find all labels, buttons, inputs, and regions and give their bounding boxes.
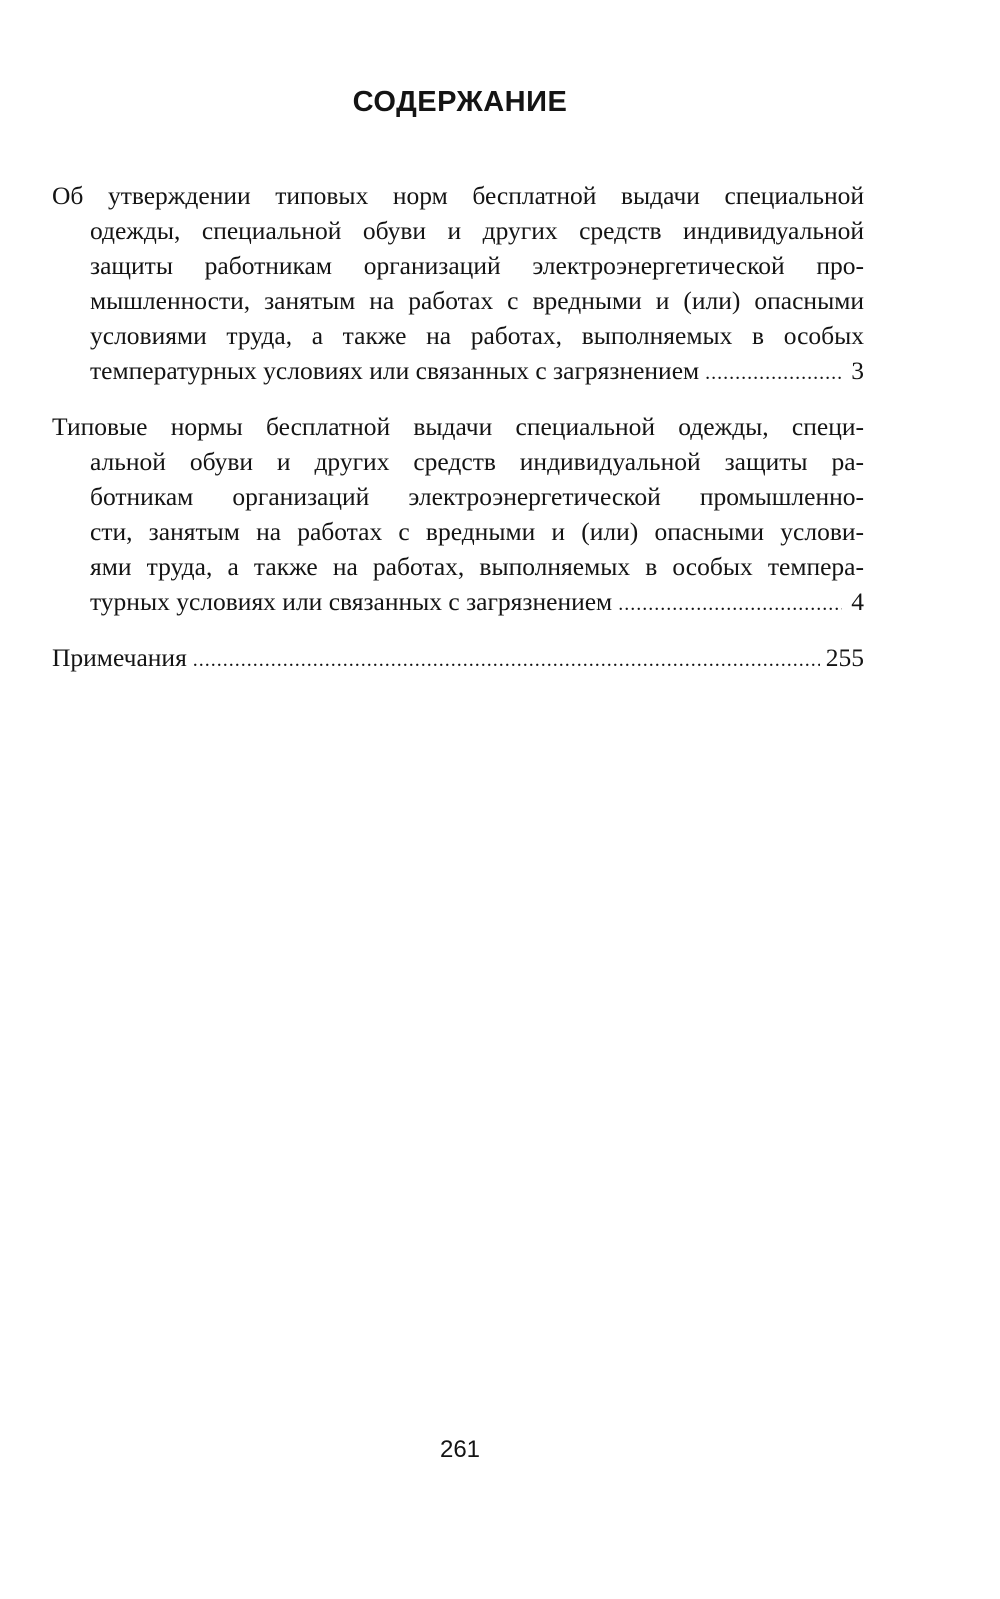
toc-entry-last-line <box>52 640 864 675</box>
toc-entry-line: Типовые нормы бесплатной выдачи специальной одежды, специ- <box>52 412 864 441</box>
toc-entry-line: защиты работникам организаций электроэнергетической про- <box>90 251 864 280</box>
toc-entry <box>52 409 864 619</box>
toc-entry-last-line <box>52 353 864 388</box>
toc-entry-line: ботникам организаций электроэнергетической промышленно- <box>90 482 864 511</box>
toc-entry <box>52 178 864 388</box>
toc-entry-line: сти, занятым на работах с вредными и (или) опасными услови- <box>90 517 864 546</box>
toc-entry-last-line <box>52 584 864 619</box>
toc-entry-line: ями труда, а также на работах, выполняемых в особых темпера- <box>90 552 864 581</box>
dot-leader <box>618 587 842 622</box>
toc-entry-line: мышленности, занятым на работах с вредными и (или) опасными <box>90 286 864 315</box>
toc-entry-line: Примечания <box>52 643 187 672</box>
toc-entry-line: альной обуви и других средств индивидуальной защиты ра- <box>90 447 864 476</box>
dot-leader <box>193 643 820 678</box>
toc-entry-line: условиями труда, а также на работах, выполняемых в особых <box>90 321 864 350</box>
toc-entry-line: Об утверждении типовых норм бесплатной выдачи специальной <box>52 181 864 210</box>
toc-entry <box>52 640 864 675</box>
toc-entry-line: одежды, специальной обуви и других средств индивидуальной <box>90 216 864 245</box>
toc-entry-line: температурных условиях или связанных с загрязнением <box>90 356 700 385</box>
toc-title: СОДЕРЖАНИЕ <box>352 86 568 118</box>
toc-entry-line: турных условиях или связанных с загрязнением <box>90 587 613 616</box>
toc-page-number: 255 <box>825 643 864 672</box>
toc-page-number: 4 <box>851 587 864 616</box>
page-number: 261 <box>439 1436 481 1463</box>
toc-page-number: 3 <box>851 356 864 385</box>
dot-leader <box>705 356 842 391</box>
